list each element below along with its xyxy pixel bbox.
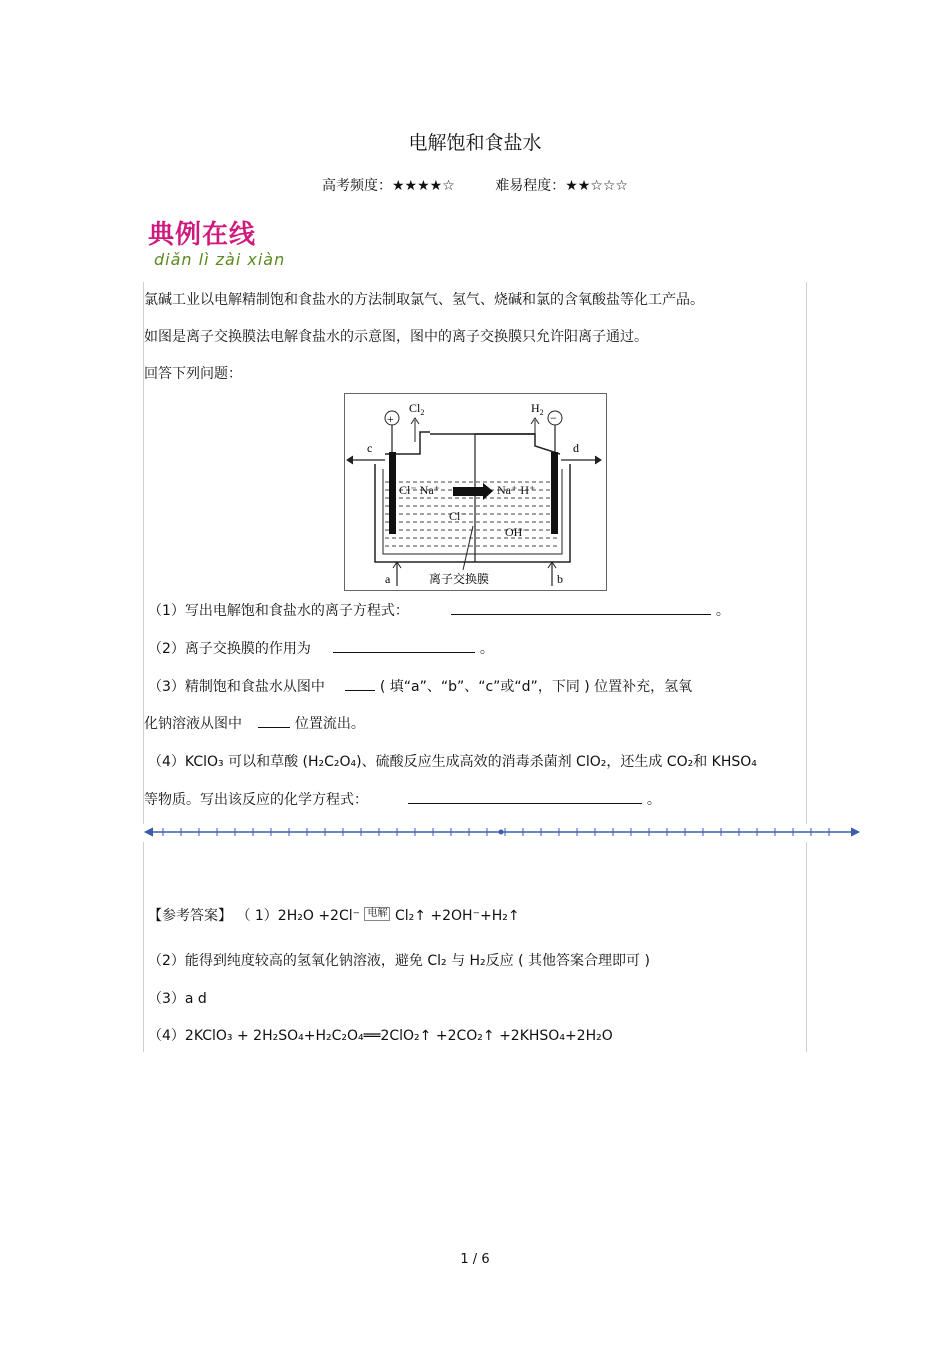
question-2 bbox=[148, 638, 494, 658]
q4-text-b: 等物质。写出该反应的化学方程式： bbox=[144, 792, 368, 808]
q3-text-a: （3）精制饱和食盐水从图中 bbox=[148, 679, 325, 695]
q3-blank-1[interactable] bbox=[345, 676, 375, 691]
frame-right-line-2 bbox=[806, 842, 807, 1052]
q3-text-c: 化钠溶液从图中 bbox=[144, 716, 242, 732]
inlet-a-label: a bbox=[385, 572, 391, 586]
inlet-b-label: b bbox=[557, 572, 563, 586]
answer-3: （3）a d bbox=[148, 991, 207, 1007]
page-title: 电解饱和食盐水 bbox=[408, 132, 542, 154]
logo-text: 典例在线 bbox=[148, 220, 257, 250]
answer-2: （2）能得到纯度较高的氢氧化钠溶液，避免 Cl₂ 与 H₂反应 ( 其他答案合理即可 ) bbox=[148, 953, 650, 969]
q1-end: 。 bbox=[715, 603, 730, 619]
electrolysis-svg bbox=[345, 394, 606, 590]
question-1 bbox=[148, 600, 730, 620]
intro-line-2: 如图是离子交换膜法电解食盐水的示意图，图中的离子交换膜只允许阳离子通过。 bbox=[144, 329, 648, 345]
divider-ruler bbox=[143, 823, 863, 843]
q3-text-b: ( 填“a”、“b”、“c”或“d”，下同 ) 位置补充，氢氧 bbox=[379, 679, 693, 695]
q4-blank[interactable] bbox=[408, 789, 642, 804]
outlet-d-label: d bbox=[573, 441, 579, 455]
cathode-sign: − bbox=[550, 411, 557, 425]
exam-frequency: 高考频度：★★★★☆ bbox=[322, 178, 455, 194]
outlet-c-label: c bbox=[367, 441, 373, 455]
q1-blank[interactable] bbox=[451, 600, 711, 615]
ruler-svg bbox=[143, 823, 863, 843]
rating-line bbox=[0, 175, 950, 195]
electrolysis-condition: 电解 bbox=[364, 907, 390, 921]
section-logo bbox=[148, 214, 318, 270]
left-ions: Cl⁻ Na⁺ bbox=[399, 483, 440, 497]
h2-label: $H_2$ bbox=[531, 401, 544, 417]
cl2-label: $Cl_2$ bbox=[409, 401, 425, 417]
answer-label: 【参考答案】 bbox=[148, 908, 232, 924]
q4-end: 。 bbox=[646, 792, 661, 808]
question-3-cont bbox=[144, 713, 365, 733]
q1-text: （1）写出电解饱和食盐水的离子方程式： bbox=[148, 603, 409, 619]
middle-ion: Cl⁻ bbox=[449, 509, 467, 523]
question-4-cont bbox=[144, 789, 661, 809]
anode-sign: + bbox=[387, 412, 394, 426]
intro-line-3: 回答下列问题： bbox=[144, 366, 242, 382]
page-number: 1 / 6 bbox=[460, 1252, 490, 1267]
q2-end: 。 bbox=[479, 641, 494, 657]
oh-ion: OH⁻ bbox=[505, 525, 529, 539]
difficulty-level: 难易程度：★★☆☆☆ bbox=[495, 178, 628, 194]
q4-text-a: （4）KClO₃ 可以和草酸 (H₂C₂O₄)、硫酸反应生成高效的消毒杀菌剂 ClO₂，还生成 CO₂和 KHSO₄ bbox=[148, 754, 757, 770]
frame-left-line-2 bbox=[143, 842, 144, 1052]
frame-right-line bbox=[806, 282, 807, 824]
answer-1-pre: （ 1）2H₂O +2Cl⁻ bbox=[236, 908, 361, 924]
intro-line-1: 氯碱工业以电解精制饱和食盐水的方法制取氯气、氢气、烧碱和氯的含氧酸盐等化工产品。 bbox=[144, 292, 704, 308]
answer-1 bbox=[148, 905, 520, 925]
question-3 bbox=[148, 676, 692, 696]
q2-blank[interactable] bbox=[333, 638, 475, 653]
membrane-label: 离子交换膜 bbox=[429, 572, 490, 586]
q2-text: （2）离子交换膜的作用为 bbox=[148, 641, 311, 657]
logo-pinyin: diǎn lì zài xiàn bbox=[154, 250, 286, 269]
right-ions: Na⁺ H⁺ bbox=[497, 483, 536, 497]
electrolysis-diagram bbox=[344, 393, 607, 591]
answer-1-post: Cl₂↑ +2OH⁻+H₂↑ bbox=[394, 908, 520, 924]
question-4 bbox=[148, 751, 757, 771]
q3-text-d: 位置流出。 bbox=[294, 716, 365, 732]
answer-4: （4）2KClO₃ + 2H₂SO₄+H₂C₂O₄══2ClO₂↑ +2CO₂↑ +2KHSO₄+2H₂O bbox=[148, 1028, 613, 1044]
q3-blank-2[interactable] bbox=[258, 713, 290, 728]
